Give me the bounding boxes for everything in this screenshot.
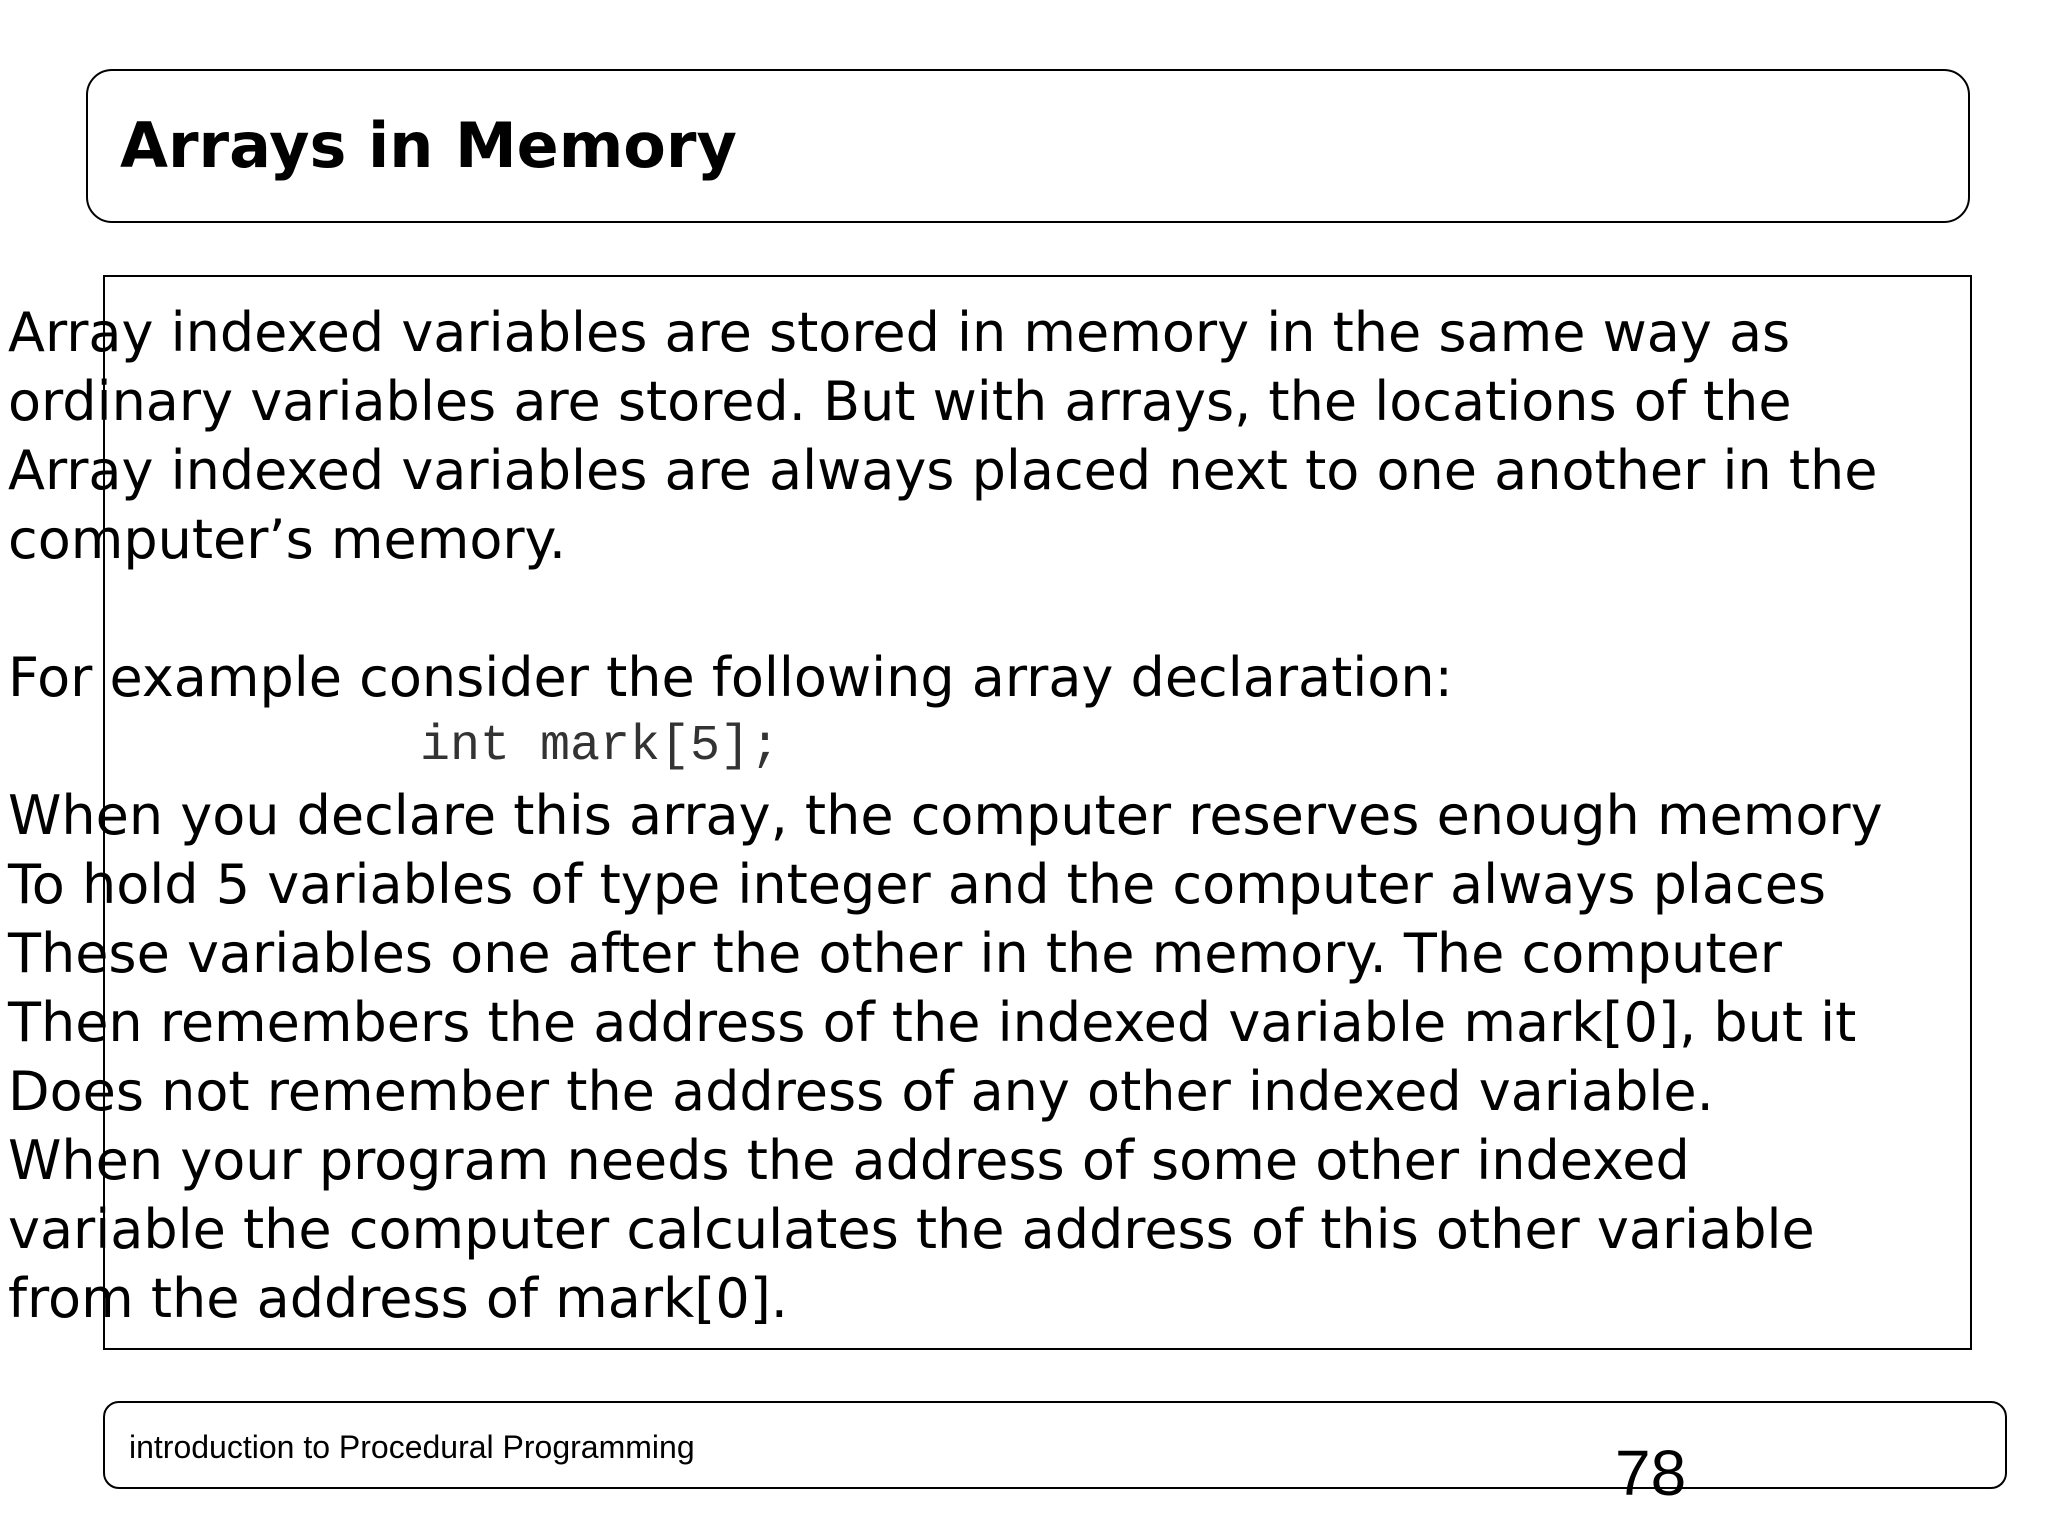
paragraph-line: computer’s memory.	[8, 508, 566, 571]
paragraph-line: These variables one after the other in the memory. The computer	[8, 922, 1782, 985]
example-intro: For example consider the following array declaration:	[8, 646, 1453, 709]
paragraph-line: variable the computer calculates the address of this other variable	[8, 1198, 1815, 1261]
paragraph-line: from the address of mark[0].	[8, 1267, 788, 1330]
slide-title: Arrays in Memory	[120, 109, 737, 182]
paragraph-line: Does not remember the address of any other indexed variable.	[8, 1060, 1714, 1123]
paragraph-line: Then remembers the address of the indexed variable mark[0], but it	[8, 991, 1857, 1054]
code-declaration: int mark[5];	[420, 718, 781, 775]
slide-body	[8, 298, 1908, 1333]
paragraph-spacer	[8, 574, 1908, 643]
paragraph-line: When your program needs the address of some other indexed	[8, 1129, 1690, 1192]
paragraph-line: Array indexed variables are always placed next to one another in the	[8, 439, 1878, 502]
paragraph-line: When you declare this array, the computer reserves enough memory	[8, 784, 1883, 847]
paragraph-line: Array indexed variables are stored in memory in the same way as	[8, 301, 1791, 364]
footer-box	[103, 1401, 2007, 1509]
title-box	[86, 69, 1970, 223]
footer-course-title: introduction to Procedural Programming	[129, 1429, 695, 1465]
paragraph-line: To hold 5 variables of type integer and the computer always places	[8, 853, 1827, 916]
page-number: 78	[1615, 1437, 1687, 1509]
paragraph-line: ordinary variables are stored. But with arrays, the locations of the	[8, 370, 1792, 433]
